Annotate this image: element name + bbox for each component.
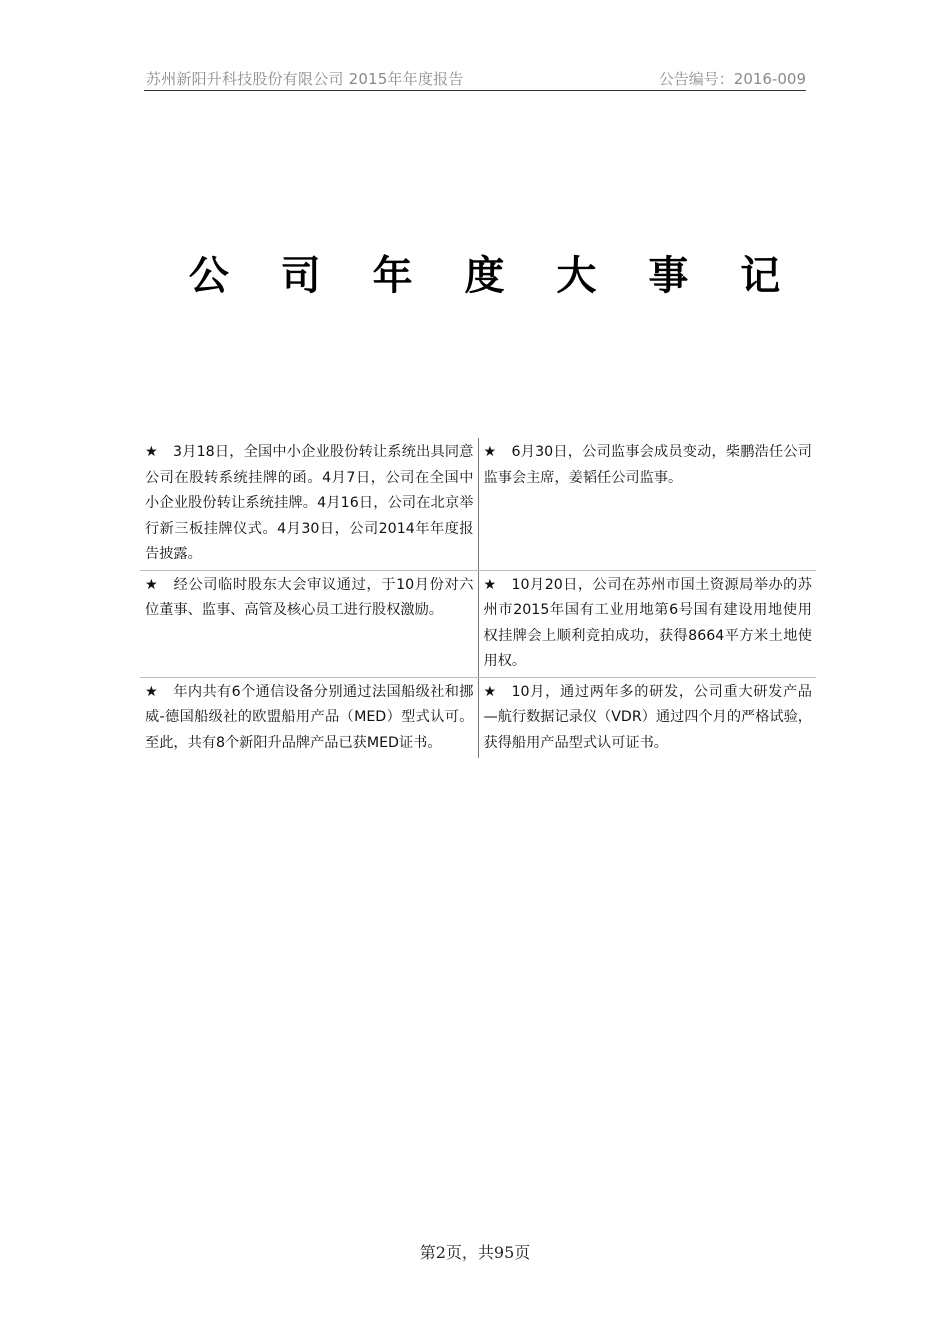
star-icon: ★ xyxy=(483,683,497,700)
page-number-footer: 第2页，共95页 xyxy=(419,1243,531,1262)
event-text: 6月30日，公司监事会成员变动，柴鹏浩任公司监事会主席，姜韬任公司监事。 xyxy=(483,444,812,486)
event-cell xyxy=(140,677,478,758)
event-cell xyxy=(140,570,478,677)
page-header xyxy=(144,68,806,91)
event-cell xyxy=(478,438,816,570)
event-text: 3月18日，全国中小企业股份转让系统出具同意公司在股转系统挂牌的函。4月7日，公司在全国中小企业股份转让系统挂牌。4月16日，公司在北京举行新三板挂牌仪式。4月30日，公司2014年年度报告披露。 xyxy=(145,444,474,562)
star-icon: ★ xyxy=(145,683,158,700)
event-cell xyxy=(140,438,478,570)
star-icon: ★ xyxy=(145,444,158,460)
event-text: 10月，通过两年多的研发，公司重大研发产品—航行数据记录仪（VDR）通过四个月的严格试验，获得船用产品型式认可证书。 xyxy=(483,683,812,751)
page-title: 公 司 年 度 大 事 记 xyxy=(188,253,800,299)
table-row xyxy=(140,677,816,758)
table-row xyxy=(140,438,816,570)
star-icon: ★ xyxy=(483,576,497,593)
table-row xyxy=(140,570,816,677)
events-table xyxy=(140,438,816,758)
header-notice-number: 公告编号：2016-009 xyxy=(658,70,806,88)
event-cell xyxy=(478,570,816,677)
header-company-report: 苏州新阳升科技股份有限公司 2015年年度报告 xyxy=(146,70,464,88)
event-cell xyxy=(478,677,816,758)
star-icon: ★ xyxy=(483,444,497,460)
event-text: 经公司临时股东大会审议通过，于10月份对六位董事、监事、高管及核心员工进行股权激励。 xyxy=(145,576,474,618)
event-text: 10月20日，公司在苏州市国土资源局举办的苏州市2015年国有工业用地第6号国有建设用地使用权挂牌会上顺利竞拍成功，获得8664平方米土地使用权。 xyxy=(483,576,812,669)
star-icon: ★ xyxy=(145,576,158,593)
event-text: 年内共有6个通信设备分别通过法国船级社和挪威-德国船级社的欧盟船用产品（MED）型式认可。至此，共有8个新阳升品牌产品已获MED证书。 xyxy=(145,683,474,751)
